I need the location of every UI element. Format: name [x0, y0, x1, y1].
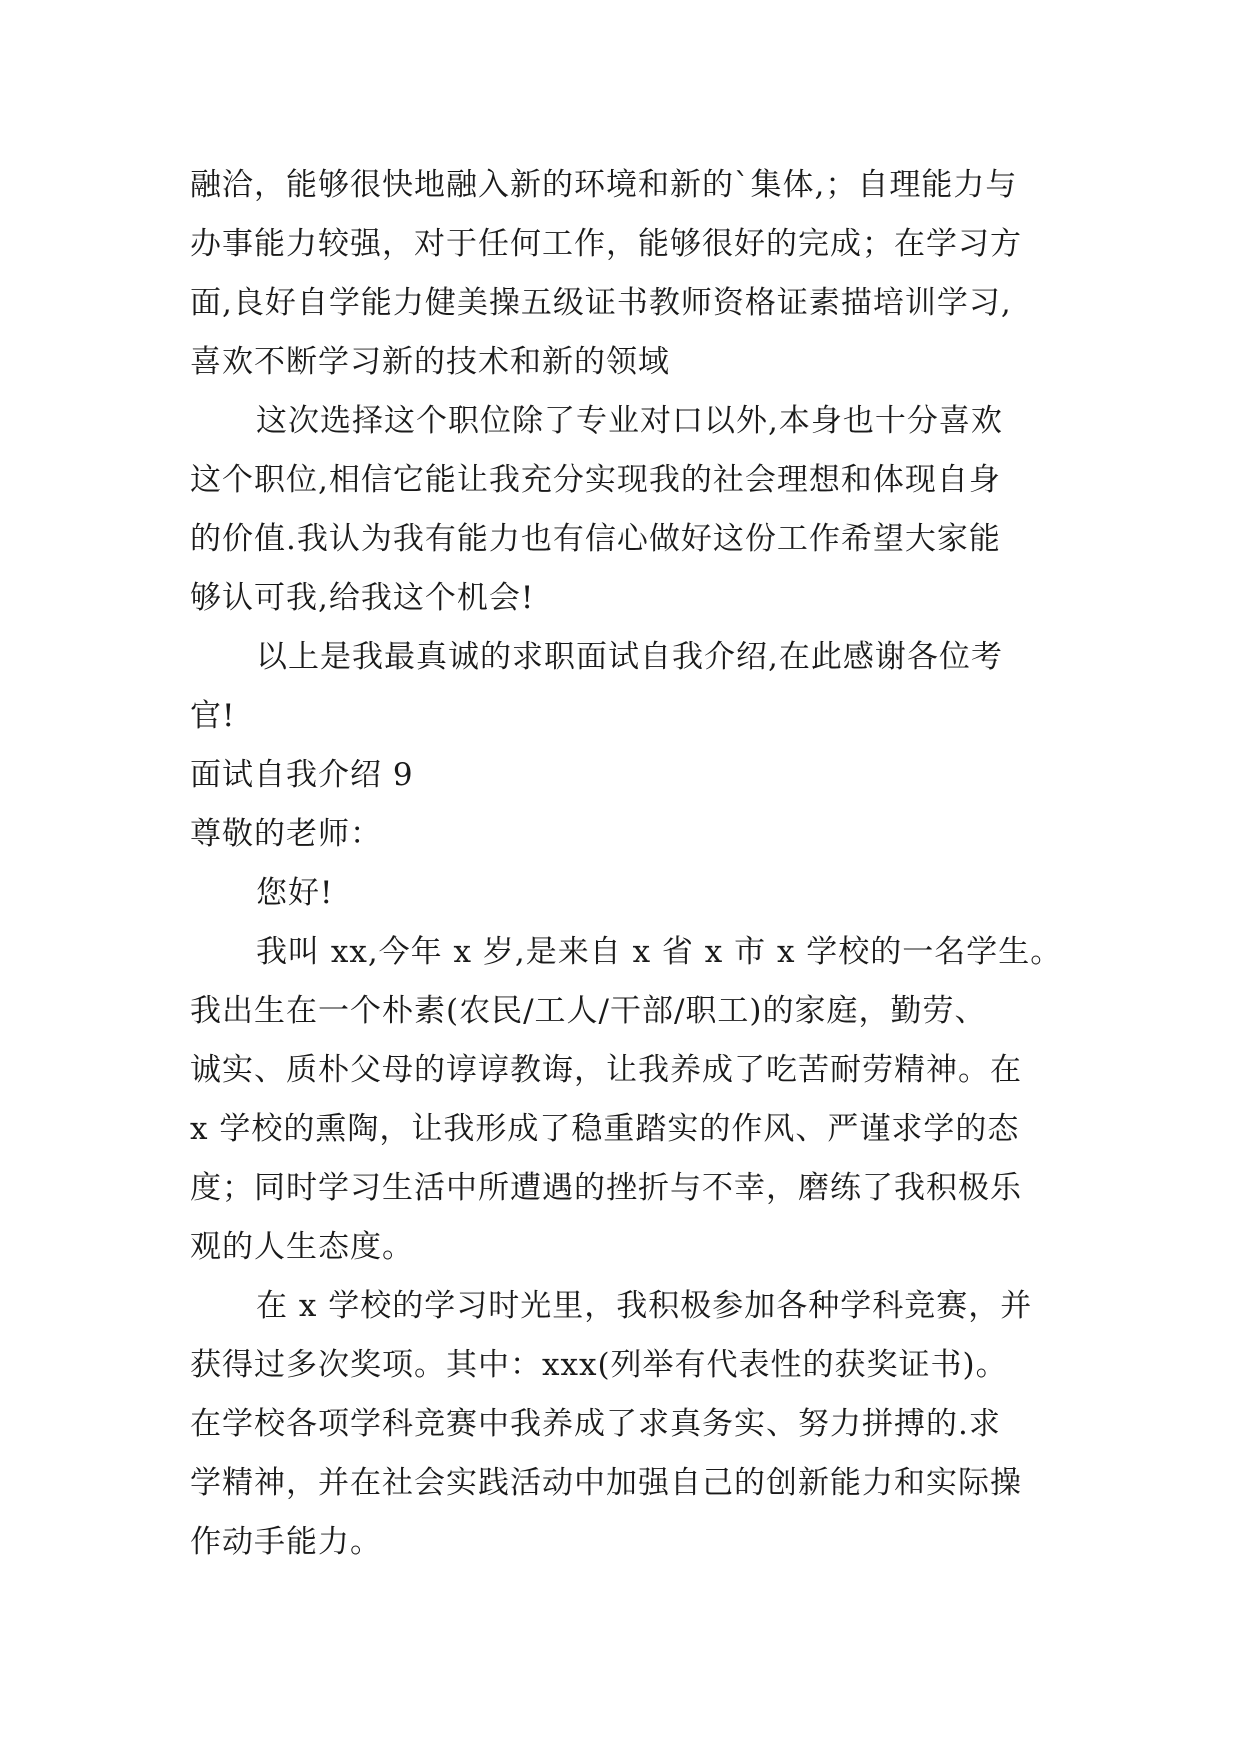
text-line: 办事能力较强，对于任何工作，能够很好的完成；在学习方: [190, 226, 1022, 262]
text-line: 喜欢不断学习新的技术和新的领域: [190, 344, 670, 380]
text-line: 融洽，能够很快地融入新的环境和新的`集体,；自理能力与: [190, 167, 1018, 203]
text-line: 度；同时学习生活中所遭遇的挫折与不幸，磨练了我积极乐: [190, 1170, 1022, 1206]
text-line: 这次选择这个职位除了专业对口以外,本身也十分喜欢: [256, 403, 1003, 439]
text-line: 我出生在一个朴素(农民/工人/干部/职工)的家庭，勤劳、: [190, 993, 987, 1029]
text-line: 面试自我介绍 9: [190, 757, 414, 793]
text-line: 够认可我,给我这个机会!: [190, 580, 535, 616]
text-line: 观的人生态度。: [190, 1229, 414, 1265]
text-line: 学精神，并在社会实践活动中加强自己的创新能力和实际操: [190, 1465, 1022, 1501]
text-line: 面,良好自学能力健美操五级证书教师资格证素描培训学习,: [190, 285, 1012, 321]
text-line: 官!: [190, 698, 236, 734]
text-line: 尊敬的老师：: [190, 816, 382, 852]
text-line: 这个职位,相信它能让我充分实现我的社会理想和体现自身: [190, 462, 1001, 498]
text-line: 在 x 学校的学习时光里，我积极参加各种学科竞赛，并: [256, 1288, 1033, 1324]
text-line: 我叫 xx,今年 x 岁,是来自 x 省 x 市 x 学校的一名学生。: [256, 934, 1063, 970]
text-line: 诚实、质朴父母的谆谆教诲，让我养成了吃苦耐劳精神。在: [190, 1052, 1022, 1088]
text-line: x 学校的熏陶，让我形成了稳重踏实的作风、严谨求学的态: [190, 1111, 1020, 1147]
text-line: 在学校各项学科竞赛中我养成了求真务实、努力拼搏的.求: [190, 1406, 1001, 1442]
text-line: 的价值.我认为我有能力也有信心做好这份工作希望大家能: [190, 521, 1001, 557]
text-line: 您好!: [256, 875, 334, 911]
text-line: 以上是我最真诚的求职面试自我介绍,在此感谢各位考: [256, 639, 1003, 675]
document-body: [190, 156, 1090, 1572]
text-line: 获得过多次奖项。其中：xxx(列举有代表性的获奖证书)。: [190, 1347, 1008, 1383]
text-line: 作动手能力。: [190, 1524, 382, 1560]
